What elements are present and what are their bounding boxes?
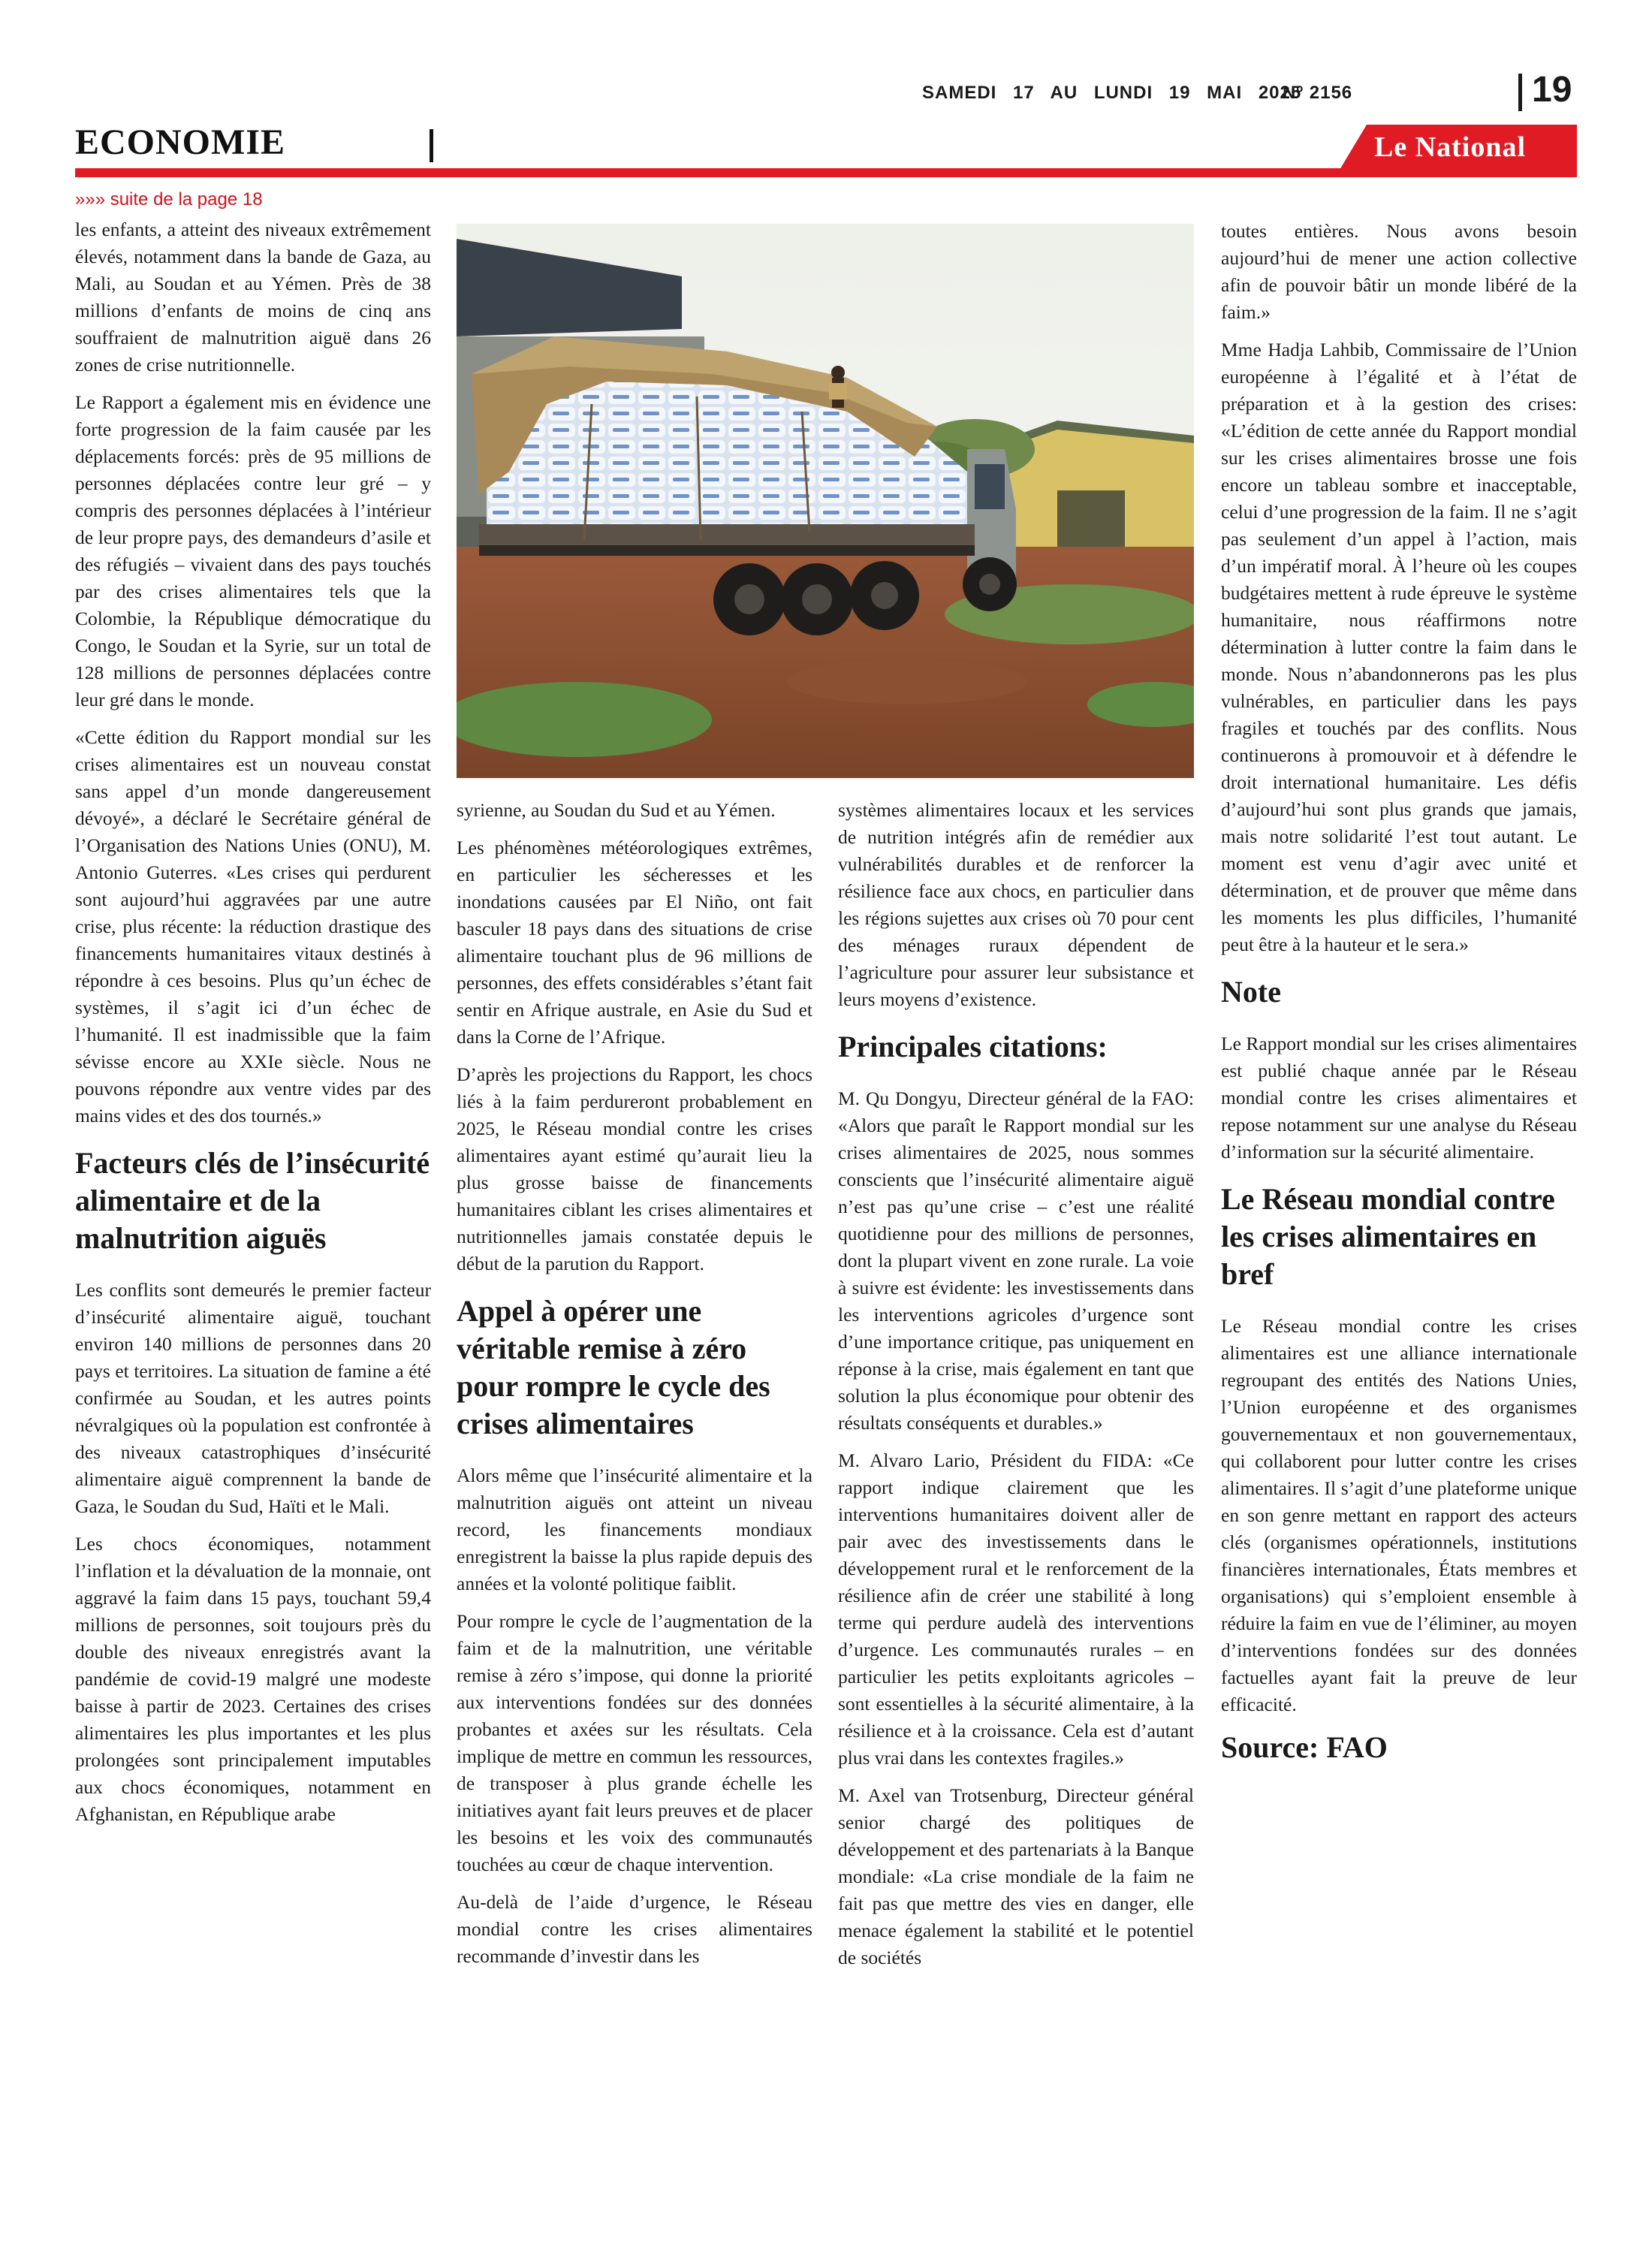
issue-number: Nº 2156 — [1283, 83, 1353, 103]
paragraph: Alors même que l’insécurité alimentaire et la malnutrition aiguës ont atteint un niveau record, les financements mondiaux enregistrent la baisse la plus rapide depuis des années et la volonté politique faiblit. — [457, 1464, 812, 1594]
paragraph: M. Alvaro Lario, Président du FIDA: «Ce rapport indique clairement que les interventions humanitaires doivent aller de pair avec des investissements dans le développement rural et le renforcement de la résilience afin de créer une stabilité à long terme qui perdure audelà des interventions d’urgence. Les communautés rurales – en particulier les petits exploitants agricoles – sont essentielles à la sécurité alimentaire, à la résilience et à la croissance. Cela est d’autant plus vrai dans les contextes fragiles.» — [838, 1449, 1194, 1769]
paragraph: M. Qu Dongyu, Directeur général de la FAO: «Alors que paraît le Rapport mondial sur les crises alimentaires de 2025, nous sommes conscients que l’insécurité alimentaire aiguë n’est pas qu’une crise – c’est une réalité quotidienne pour des millions de personnes, dont la plupart vivent en zone rurale. La voie à suivre est évidente: les investissements dans les interventions agricoles d’urgence sont d’une importance critique, pas uniquement en réponse à la crise, mais également en tant que solution la plus économique pour obtenir des résultats conséquents et durables.» — [838, 1087, 1194, 1434]
article-column-2 — [457, 797, 812, 1980]
photo-illustration — [457, 224, 1194, 778]
page-number-separator — [1518, 74, 1522, 111]
paragraph: M. Axel van Trotsenburg, Directeur général senior chargé des politiques de développement et des partenariats à la Banque mondiale: «La crise mondiale de la faim ne fait pas que mettre des vies en danger, elle menace également la stabilité et le potentiel de sociétés — [838, 1784, 1194, 1968]
article-column-3 — [838, 797, 1194, 1982]
paragraph: Pour rompre le cycle de l’augmentation de la faim et de la malnutrition, une véritable remise à zéro s’impose, qui donne la priorité aux interventions fondées sur des données probantes et axées sur les résultats. Cela implique de mettre en commun les ressources, de transposer à plus grande échelle les initiatives ayant fait leurs preuves et de placer les besoins et les voix des communautés touchées au cœur de chaque intervention. — [457, 1610, 812, 1875]
paragraph: Au-delà de l’aide d’urgence, le Réseau mondial contre les crises alimentaires recommande d’investir dans les — [457, 1891, 812, 1967]
paragraph: Le Rapport mondial sur les crises alimentaires est publié chaque année par le Réseau mondial contre les crises alimentaires et repose notamment sur une analyse du Réseau d’information sur la sécurité alimentaire. — [1221, 1033, 1577, 1163]
section-title: ECONOMIE — [75, 122, 286, 162]
subheading-reseau-mondial: Le Réseau mondial contre les crises alimentaires en bref — [1221, 1182, 1555, 1291]
continued-from-link[interactable]: »»» suite de la page 18 — [75, 189, 263, 210]
paragraph: toutes entières. Nous avons besoin aujourd’hui de mener une action collective afin de pouvoir bâtir un monde libéré de la faim.» — [1221, 220, 1577, 323]
subheading-principales-citations: Principales citations: — [838, 1030, 1108, 1063]
paragraph: syrienne, au Soudan du Sud et au Yémen. — [457, 799, 776, 821]
issue-date: SAMEDI 17 AU LUNDI 19 MAI 2025 — [922, 83, 1302, 103]
subheading-note: Note — [1221, 975, 1281, 1009]
paragraph: Mme Hadja Lahbib, Commissaire de l’Union européenne à l’égalité et à l’état de préparation et à la gestion des crises: «L’édition de cette année du Rapport mondial sur les crises alimentaires brosse une fois encore un tableau sombre et inacceptable, celui d’une progression de la faim. Il ne s’agit pas seulement d’un appel à l’action, mais d’un impératif moral. À l’heure où les coupes budgétaires mettent à rude épreuve le système humanitaire, nous réaffirmons notre détermination à lutter contre la faim dans le monde. Nous n’abandonnerons pas les plus vulnérables, en particulier dans les pays fragiles et touchés par des conflits. Nous continuerons à promouvoir et à défendre le droit international humanitaire. Les défis d’aujourd’hui sont plus grands que jamais, mais notre solidarité l’est tout autant. Le moment est venu d’agir avec unité et détermination, et de prouver que même dans les moments les plus difficiles, l’humanité peut être à la hauteur et le sera.» — [1221, 339, 1577, 955]
paragraph: les enfants, a atteint des niveaux extrêmement élevés, notamment dans la bande de Gaza, au Mali, au Soudan et au Yémen. Près de 38 millions d’enfants de moins de cinq ans souffraient de malnutrition aiguë dans 26 zones de crise nutritionnelle. — [75, 219, 431, 376]
paragraph: systèmes alimentaires locaux et les services de nutrition intégrés afin de remédier aux vulnérabilités durables et de renforcer la résilience face aux chocs, en particulier dans les régions sujettes aux crises où 70 pour cent des ménages ruraux dépendent de l’agriculture pour assurer leur subsistance et leurs moyens d’existence. — [838, 799, 1194, 1010]
paragraph: «Cette édition du Rapport mondial sur les crises alimentaires est un nouveau constat sans appel d’un monde dangereusement dévoyé», a déclaré le Secrétaire général de l’Organisation des Nations Unies (ONU), M. Antonio Guterres. «Les crises qui perdurent sont aujourd’hui aggravées par une autre crise, plus récente: la réduction drastique des financements humanitaires vitaux destinés à répondre à ces besoins. Plus qu’un échec de systèmes, il s’agit ici d’un échec de l’humanité. Il est inadmissible que la faim sévisse encore au XXIe siècle. Nous ne pouvons répondre aux ventre vides par des mains vides et des dos tournés.» — [75, 726, 431, 1126]
source-credit: Source: FAO — [1221, 1730, 1388, 1764]
article-column-4 — [1221, 218, 1577, 1783]
paragraph: Les chocs économiques, notamment l’inflation et la dévaluation de la monnaie, ont aggravé la faim dans 15 pays, touchant 59,4 millions de personnes, soit toujours près du double des niveaux enregistrés avant la pandémie de covid-19 malgré une modeste baisse à partir de 2023. Certaines des crises alimentaires les plus importantes et les plus prolongées sont principalement imputables aux chocs économiques, notamment en Afghanistan, en République arabe — [75, 1533, 431, 1825]
article-column-1 — [75, 216, 431, 1838]
subheading-appel-remise-a-zero: Appel à opérer une véritable remise à zéro pour rompre le cycle des crises alimentaires — [457, 1294, 770, 1440]
paragraph: Les conflits sont demeurés le premier facteur d’insécurité alimentaire aiguë, touchant environ 140 millions de personnes dans 20 pays et territoires. La situation de famine a été confirmée au Soudan, et les autres points névralgiques où la population est confrontée à des niveaux catastrophiques d’insécurité alimentaire aiguë comprennent la bande de Gaza, le Soudan du Sud, Haïti et le Mali. — [75, 1279, 431, 1517]
truck-food-bags-photo — [457, 224, 1194, 778]
issue-date-line — [922, 83, 1448, 104]
paragraph: Les phénomènes météorologiques extrêmes, en particulier les sécheresses et les inondations causées par El Niño, ont fait basculer 18 pays dans des situations de crise alimentaire touchant plus de 96 millions de personnes, des effets considérables s’étant fait sentir en Afrique australe, en Asie du Sud et dans la Corne de l’Afrique. — [457, 837, 812, 1048]
page-number: 19 — [1532, 70, 1572, 110]
paragraph: Le Réseau mondial contre les crises alimentaires est une alliance internationale regroupant des entités des Nations Unies, l’Union européenne et des organismes gouvernementaux et non gouvernementaux, qui collaborent pour lutter contre les crises alimentaires. Il s’agit d’une plateforme unique en son genre mettant en rapport des acteurs clés (organismes opérationnels, institutions financières internationales, États membres et organisations) qui s’emploient ensemble à réduire la faim en vue de l’éliminer, au moyen d’interventions fondées sur des données factuelles ayant fait la preuve de leur efficacité. — [1221, 1315, 1577, 1715]
newspaper-brand: Le National — [1374, 131, 1527, 163]
paragraph: Le Rapport a également mis en évidence une forte progression de la faim causée par les déplacements forcés: près de 95 millions de personnes déplacées contre leur gré – y compris des personnes déplacées à l’intérieur de leur propre pays, des demandeurs d’asile et des réfugiés – vivaient dans des pays touchés par des crises alimentaires tels que la Colombie, la République démocratique du Congo, le Soudan et la Syrie, sur un total de 128 millions de personnes déplacées contre leur gré dans le monde. — [75, 391, 431, 710]
paragraph: D’après les projections du Rapport, les chocs liés à la faim perdureront probablement en 2025, le Réseau mondial contre les crises alimentaires ayant estimé qu’aurait lieu la plus grosse baisse de financements humanitaires ciblant les crises alimentaires et nutritionnelles jamais constatée depuis le début de la parution du Rapport. — [457, 1063, 812, 1274]
section-title-bar — [430, 129, 433, 162]
subheading-facteurs-cles: Facteurs clés de l’insécurité alimentaire et de la malnutrition aiguës — [75, 1146, 430, 1255]
